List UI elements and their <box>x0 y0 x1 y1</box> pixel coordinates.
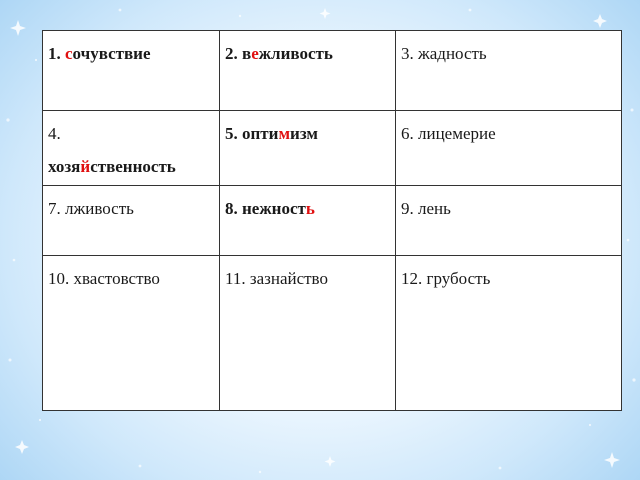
cell-text: 3. жадность <box>401 44 487 63</box>
cell-line <box>48 262 213 295</box>
highlighted-letter: с <box>65 44 73 63</box>
cell-text: 1. <box>48 44 65 63</box>
cell-line <box>225 192 389 225</box>
cell-line <box>225 117 389 150</box>
cell-line <box>401 192 615 225</box>
highlighted-letter: м <box>278 124 291 143</box>
table-row <box>43 256 622 411</box>
cell-line <box>48 192 213 225</box>
cell-line <box>48 117 213 150</box>
sparkle-icon <box>320 8 331 19</box>
sparkle-icon <box>10 20 26 36</box>
table-row <box>43 31 622 111</box>
table-row <box>43 111 622 186</box>
table-cell <box>43 111 220 186</box>
cell-text: 12. грубость <box>401 269 491 288</box>
qualities-table <box>42 30 622 411</box>
cell-text: жливость <box>258 44 333 63</box>
cell-text: 11. зазнайство <box>225 269 328 288</box>
cell-text: 8. нежност <box>225 199 306 218</box>
table-cell <box>396 256 622 411</box>
cell-text: 6. лицемерие <box>401 124 496 143</box>
cell-text: изм <box>290 124 319 143</box>
cell-text: 5. опти <box>225 124 279 143</box>
table-cell <box>220 31 396 111</box>
cell-line <box>401 117 615 150</box>
sparkle-icon <box>604 452 620 468</box>
sparkle-icon <box>325 456 336 467</box>
cell-text: 10. хвастовство <box>48 269 160 288</box>
table-cell <box>220 186 396 256</box>
table-cell <box>43 256 220 411</box>
highlighted-letter: ь <box>305 199 315 218</box>
table-row <box>43 186 622 256</box>
table-cell <box>396 186 622 256</box>
cell-text: 9. лень <box>401 199 451 218</box>
sparkle-icon <box>15 440 29 454</box>
cell-text: хозя <box>48 157 81 176</box>
highlighted-letter: й <box>80 157 91 176</box>
cell-text: 2. в <box>225 44 252 63</box>
cell-text: 7. лживость <box>48 199 134 218</box>
sparkle-icon <box>593 14 607 28</box>
table-cell <box>396 31 622 111</box>
table-cell <box>220 111 396 186</box>
cell-text: 4. <box>48 124 61 143</box>
cell-line <box>48 37 213 70</box>
cell-line <box>48 150 213 183</box>
cell-line <box>401 262 615 295</box>
table-cell <box>396 111 622 186</box>
table-cell <box>43 186 220 256</box>
highlighted-letter: е <box>251 44 259 63</box>
cell-line <box>225 262 389 295</box>
cell-line <box>225 37 389 70</box>
table-cell <box>220 256 396 411</box>
cell-text: очувствие <box>72 44 151 63</box>
cell-line <box>401 37 615 70</box>
cell-text: ственность <box>90 157 176 176</box>
table-cell <box>43 31 220 111</box>
